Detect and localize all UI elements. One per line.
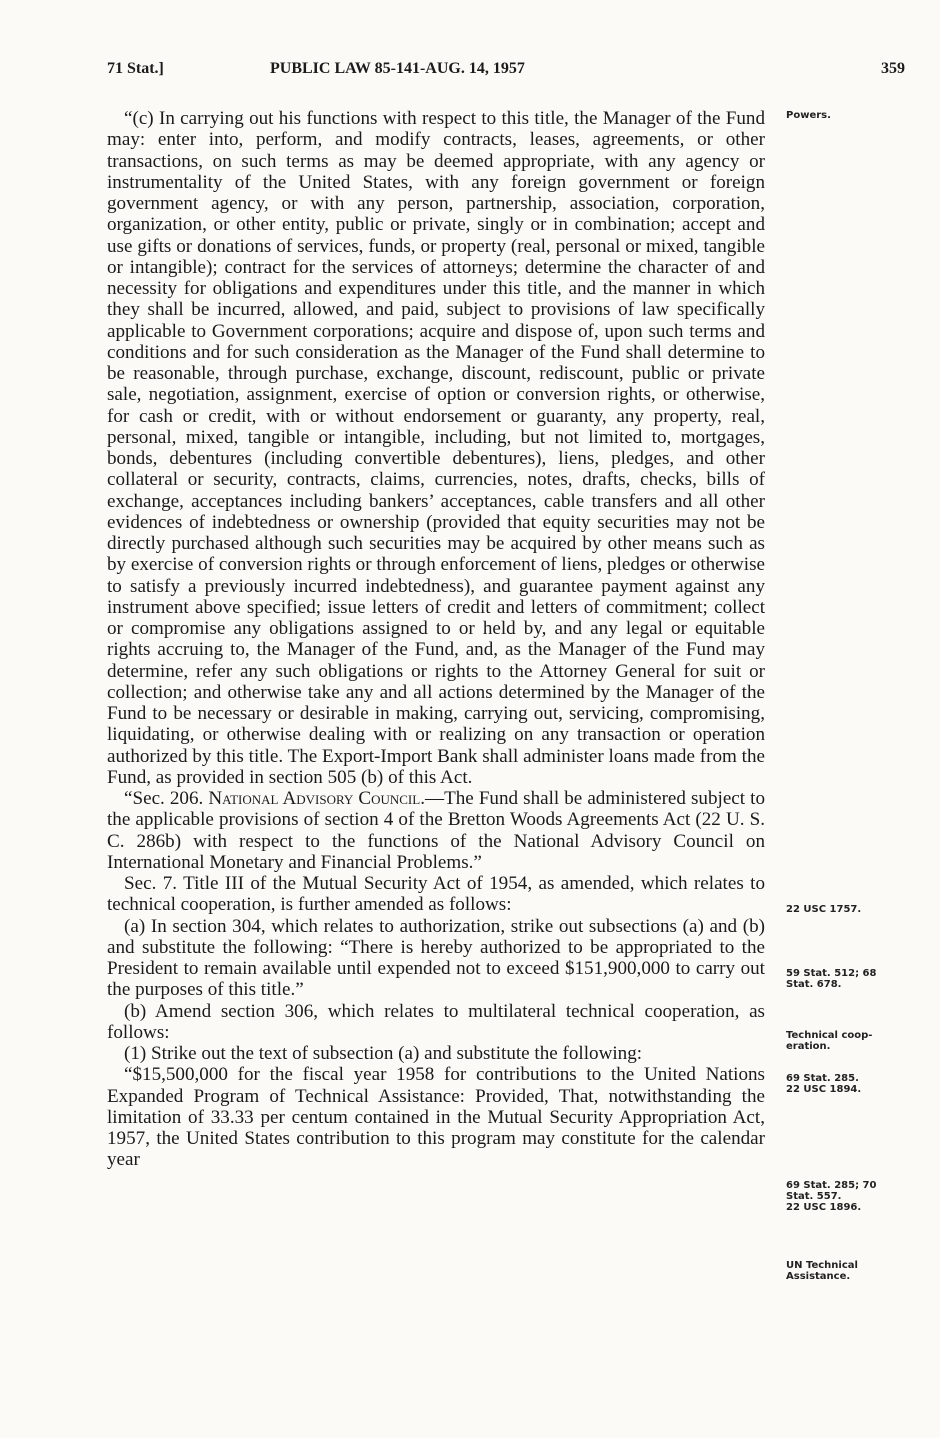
margin-note-59-stat: 59 Stat. 512; 68 Stat. 678. xyxy=(786,968,877,990)
margin-note-69-stat-285-70: 69 Stat. 285; 70 Stat. 557. 22 USC 1896. xyxy=(786,1180,877,1213)
margin-note-un-technical-assistance: UN Technical Assistance. xyxy=(786,1260,858,1282)
volume-citation: 71 Stat.] xyxy=(107,60,164,77)
margin-note-technical-cooperation: Technical coop- eration. xyxy=(786,1030,873,1052)
margin-note-69-stat-285: 69 Stat. 285. 22 USC 1894. xyxy=(786,1073,862,1095)
paragraph-item-1: (1) Strike out the text of subsection (a) and substitute the following: xyxy=(124,1043,643,1064)
public-law-title: PUBLIC LAW 85-141-AUG. 14, 1957 xyxy=(270,60,525,77)
paragraph-powers: “(c) In carrying out his functions with respect to this title, the Manager of the Fund may: enter into, perform, and modify contracts, leases, agreements, or other transactions, on such terms as may be deemed appropriate, with any agency or instrumentality of the United States, with any foreign government or foreign government agency, or with any person, partnership, association, corporation, organization, or other entity, public or private, singly or in combination; accept and use gifts or donations of services, funds, or property (real, personal or mixed, tangible or intangible); contract for the services of attorneys; determine the character of and necessity for obligations and expenditures under this title, and the manner in which they shall be incurred, allowed, and paid, subject to provisions of law specifically applicable to Government corporations; acquire and dispose of, upon such terms and conditions and for such consideration as the Manager of the Fund shall determine to be reasonable, through purchase, exchange, discount, rediscount, public or private sale, negotiation, assignment, exercise of option or conversion rights, or otherwise, for cash or credit, with or without endorsement or guaranty, any property, real, personal, mixed, tangible or intangible, including, but not limited to, mortgages, bonds, debentures (including convertible debentures), liens, pledges, and other collateral or security, contracts, claims, currencies, notes, drafts, checks, bills of exchange, acceptances including bankers’ acceptances, cable transfers and all other evidences of indebtedness or ownership (provided that equity securities may not be directly purchased although such securities may be acquired by other means such as by exercise of conversion rights or through enforcement of liens, pledges or otherwise to satisfy a previously incurred indebtedness), and guarantee payment against any instrument above specified; issue letters of credit and letters of commitment; collect or compromise any obligations assigned to or held by, and any legal or equitable rights accruing to, the Manager of the Fund, and, as the Manager of the Fund may determine, refer any such obligations or rights to the Attorney General for suit or collection; and otherwise take any and all actions determined by the Manager of the Fund to be necessary or desirable in making, carrying out, servicing, compromising, liquidating, or otherwise dealing with or realizing on any transaction or operation authorized by this title. The Export-Import Bank shall administer loans made from the Fund, as provided in section 505 (b) of this Act. xyxy=(107,108,766,788)
statute-body xyxy=(107,108,765,1171)
page-number: 359 xyxy=(881,60,905,77)
paragraph-un-assistance: “$15,500,000 for the fiscal year 1958 for contributions to the United Nations Expanded Program of Technical Assistance: Provided, That, notwithstanding the limitation of 33.33 per centum contained in the Mutual Security Appropriation Act, 1957, the United States contribution to this program may constitute for the calendar year xyxy=(107,1064,765,1171)
paragraph-sec-7: Sec. 7. Title III of the Mutual Security Act of 1954, as amended, which relates to technical cooperation, is further amended as follows: xyxy=(107,873,765,916)
margin-note-powers: Powers. xyxy=(786,110,831,121)
paragraph-sec-206: “Sec. 206. National Advisory Council.—The Fund shall be administered subject to the applicable provisions of section 4 of the Bretton Woods Agreements Act (22 U. S. C. 286b) with respect to the functions of the National Advisory Council on International Monetary and Financial Problems.” xyxy=(107,788,765,873)
paragraph-subsection-b: (b) Amend section 306, which relates to multilateral technical cooperation, as follows: xyxy=(107,1000,765,1043)
page-header xyxy=(107,60,905,86)
paragraph-subsection-a: (a) In section 304, which relates to authorization, strike out subsections (a) and (b) and substitute the following: “There is hereby authorized to be appropriated to the President to remain available until expended not to exceed $151,900,000 to carry out the purposes of this title.” xyxy=(107,915,765,1001)
margin-note-22-usc-1757: 22 USC 1757. xyxy=(786,904,862,915)
